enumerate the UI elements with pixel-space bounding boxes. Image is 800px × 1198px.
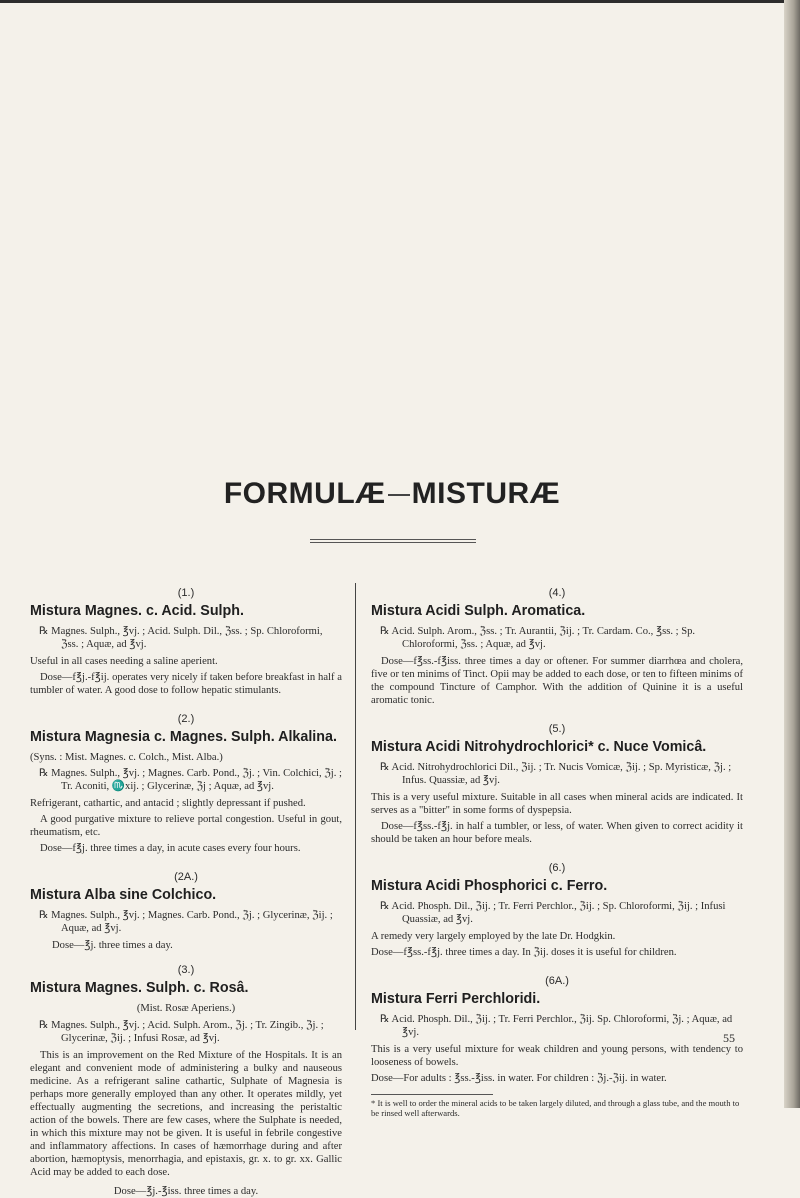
right-column <box>371 587 743 1118</box>
dose-text: Dose—℥j. three times a day. <box>52 940 173 951</box>
footnote-rule <box>371 1094 493 1095</box>
prescription: ℞ Magnes. Sulph., ℥vj. ; Acid. Sulph. Arom., ℨj. ; Tr. Zingib., ℨj. ; Glycerinæ, ℨij. ; Infusi Rosæ, ad ℥vj. <box>39 1020 324 1044</box>
description: This is a very useful mixture. Suitable in all cases when mineral acids are indicated. It serves as a "bitter" in some forms of dyspepsia. <box>371 792 743 816</box>
dose-text: Dose—f℥j.-f℥ij. operates very nicely if taken before breakfast in half a tumbler of water. A good dose to follow hepatic stimulants. <box>30 672 342 696</box>
formula-6 <box>371 862 743 959</box>
formula-number: (6.) <box>548 862 566 874</box>
title-rule-1 <box>310 539 476 540</box>
title-formulae: FORMULÆ <box>223 477 386 510</box>
description: This is an improvement on the Red Mixture of the Hospitals. It is an elegant and convenient mode of administering a bulky and nauseous medicine. As a refrigerant saline cathartic, Sulphate of Magnesia is perhaps more generally employed than any other. It operates mildly, yet effectually augmenting the secretions, and increasing the peristaltic action of the bowels. There are few cases, where the Sulphate is needed, in which this mixture may not be given. It is useful in febrile congestive and inflammatory affections. In cases of hæmorrhage during and after abortion, hæmoptysis, menorrhagia, and epistaxis, gr. x. to gr. xx. Gallic Acid may be added to each dose. <box>30 1050 342 1178</box>
description: This is a very useful mixture for weak children and young persons, with tendency to looseness of bowels. <box>371 1044 743 1068</box>
column-divider <box>355 583 356 1030</box>
title-misturae: MISTURÆ <box>411 477 561 510</box>
prescription: ℞ Acid. Phosph. Dil., ℨij. ; Tr. Ferri Perchlor., ℨij. Sp. Chloroformi, ℨj. ; Aquæ, ad ℥vj. <box>380 1014 733 1038</box>
dose-text: Dose—f℥j. three times a day, in acute cases every four hours. <box>40 843 301 854</box>
dose-text: Dose—f℥ss.-f℥j. in half a tumbler, or less, of water. When given to correct acidity it should be taken an hour before meals. <box>371 821 743 845</box>
title-dash <box>388 494 410 496</box>
prescription: ℞ Acid. Nitrohydrochlorici Dil., ℨij. ; Tr. Nucis Vomicæ, ℨij. ; Sp. Myristicæ, ℨj. ; Infus. Quassiæ, ad ℥vj. <box>380 762 732 786</box>
formula-heading: Mistura Acidi Nitrohydrochlorici* c. Nuce Vomicâ. <box>371 739 707 755</box>
formula-heading: Mistura Magnes. c. Acid. Sulph. <box>30 603 244 619</box>
formula-2a <box>30 871 342 952</box>
formula-number: (4.) <box>548 587 566 599</box>
page-top-edge <box>0 0 800 3</box>
left-column <box>30 587 342 1198</box>
formula-heading: Mistura Magnesia c. Magnes. Sulph. Alkalina. <box>30 729 337 745</box>
synonym: (Mist. Rosæ Aperiens.) <box>136 1003 236 1014</box>
prescription: ℞ Magnes. Sulph., ℥vj. ; Magnes. Carb. Pond., ℨj. ; Glycerinæ, ℨij. ; Aquæ, ad ℥vj. <box>39 910 333 934</box>
formula-5 <box>371 723 743 846</box>
formula-heading: Mistura Acidi Sulph. Aromatica. <box>371 603 586 619</box>
formula-heading: Mistura Alba sine Colchico. <box>30 887 217 903</box>
dose-text: Dose—For adults : ℥ss.-℥iss. in water. For children : ℨj.-ℨij. in water. <box>371 1073 667 1084</box>
title-rule-2 <box>310 542 476 543</box>
dose-text: Dose—f℥ss.-f℥j. three times a day. In ℨij. doses it is useful for children. <box>371 947 677 958</box>
formula-1 <box>30 587 342 697</box>
dose-text: Dose—℥j.-℥iss. three times a day. <box>113 1186 259 1197</box>
footnote: * It is well to order the mineral acids to be taken largely diluted, and through a glass tube, and the mouth to be rinsed well afterwards. <box>371 1098 740 1118</box>
dose-text: Dose—f℥ss.-f℥iss. three times a day or oftener. For summer diarrhœa and cholera, five or ten minims of Tinct. Opii may be added to each dose, or ten to fifteen minims of the compound Tincture of Camphor. With the addition of Quinine it is a useful aromatic tonic. <box>371 656 743 706</box>
formula-heading: Mistura Ferri Perchloridi. <box>371 991 541 1007</box>
formula-heading: Mistura Acidi Phosphorici c. Ferro. <box>371 878 608 894</box>
page-right-edge <box>784 0 800 1108</box>
formula-number: (2.) <box>177 713 195 725</box>
formula-number: (5.) <box>548 723 566 735</box>
formula-3 <box>30 964 342 1198</box>
prescription: ℞ Magnes. Sulph., ℥vj. ; Magnes. Carb. Pond., ℨj. ; Vin. Colchici, ℨj. ; Tr. Aconiti, ♏xij. ; Glycerinæ, ℨj ; Aquæ, ad ℥vj. <box>39 768 342 792</box>
synonym: (Syns. : Mist. Magnes. c. Colch., Mist. Alba.) <box>30 752 223 763</box>
formula-number: (1.) <box>177 587 195 599</box>
description: Refrigerant, cathartic, and antacid ; slightly depressant if pushed. <box>30 798 306 809</box>
formula-number: (3.) <box>177 964 195 976</box>
formula-heading: Mistura Magnes. Sulph. c. Rosâ. <box>30 980 249 996</box>
description: Useful in all cases needing a saline aperient. <box>30 656 218 667</box>
description: A good purgative mixture to relieve portal congestion. Useful in gout, rheumatism, etc. <box>30 814 342 838</box>
page-number: 55 <box>723 1031 735 1045</box>
page-title <box>0 477 784 511</box>
formula-number: (2A.) <box>174 871 198 883</box>
formula-6a <box>371 975 743 1085</box>
formula-2 <box>30 713 342 855</box>
prescription: ℞ Acid. Phosph. Dil., ℨij. ; Tr. Ferri Perchlor., ℨij. ; Sp. Chloroformi, ℨij. ; Infusi Quassiæ, ad ℥vj. <box>380 901 726 925</box>
description: A remedy very largely employed by the late Dr. Hodgkin. <box>371 931 616 942</box>
formula-4 <box>371 587 743 707</box>
prescription: ℞ Acid. Sulph. Arom., ℨss. ; Tr. Aurantii, ℨij. ; Tr. Cardam. Co., ℥ss. ; Sp. Chloroformi, ℨss. ; Aquæ, ad ℥vj. <box>380 626 696 650</box>
formula-number: (6A.) <box>545 975 569 987</box>
prescription: ℞ Magnes. Sulph., ℥vj. ; Acid. Sulph. Dil., ℨss. ; Sp. Chloroformi, ℨss. ; Aquæ, ad ℥vj. <box>39 626 323 650</box>
